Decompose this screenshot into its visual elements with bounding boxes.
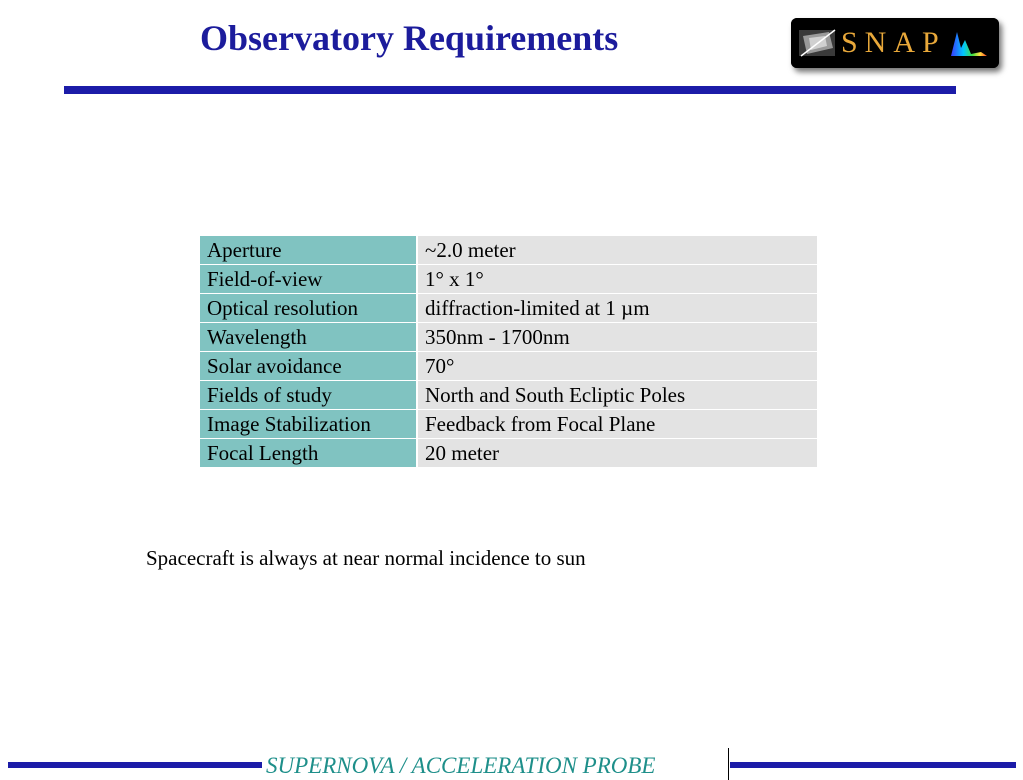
table-row	[200, 381, 817, 410]
spec-label: Field-of-view	[200, 265, 417, 294]
spec-value: 350nm - 1700nm	[417, 323, 817, 352]
table-row	[200, 410, 817, 439]
spec-label: Focal Length	[200, 439, 417, 468]
table-row	[200, 439, 817, 468]
spec-label: Solar avoidance	[200, 352, 417, 381]
spec-value: North and South Ecliptic Poles	[417, 381, 817, 410]
title-underline	[64, 86, 956, 94]
table-row	[200, 294, 817, 323]
spec-value: diffraction-limited at 1 µm	[417, 294, 817, 323]
table-row	[200, 352, 817, 381]
footer-text: SUPERNOVA / ACCELERATION PROBE	[266, 753, 656, 778]
spec-value: 1° x 1°	[417, 265, 817, 294]
spec-value: 70°	[417, 352, 817, 381]
footer-divider	[728, 748, 729, 780]
snap-logo	[791, 18, 999, 68]
spec-label: Aperture	[200, 236, 417, 265]
footer-rule-left	[8, 762, 262, 768]
spec-value: ~2.0 meter	[417, 236, 817, 265]
incidence-note: Spacecraft is always at near normal incidence to sun	[146, 546, 586, 570]
table-row	[200, 265, 817, 294]
spec-label: Optical resolution	[200, 294, 417, 323]
logo-text: SNAP	[841, 26, 946, 59]
footer-rule-right	[730, 762, 1016, 768]
table-row	[200, 323, 817, 352]
spec-value: Feedback from Focal Plane	[417, 410, 817, 439]
spec-value: 20 meter	[417, 439, 817, 468]
table-row	[200, 236, 817, 265]
spec-label: Image Stabilization	[200, 410, 417, 439]
spec-label: Fields of study	[200, 381, 417, 410]
requirements-table	[200, 236, 817, 467]
spec-label: Wavelength	[200, 323, 417, 352]
slide-title: Observatory Requirements	[200, 18, 619, 58]
